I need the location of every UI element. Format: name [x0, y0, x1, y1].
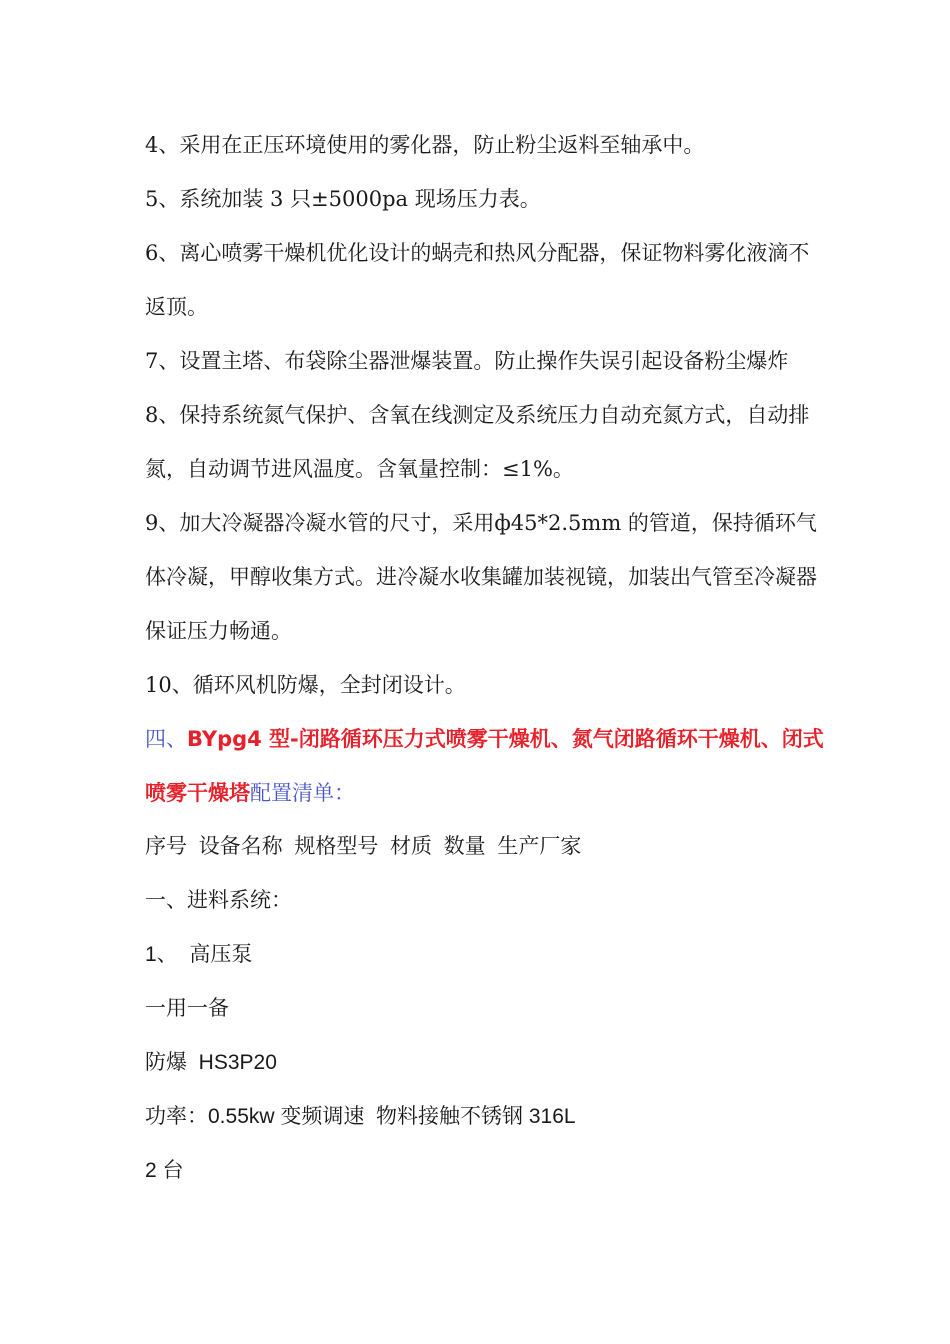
equipment-usage: 一用一备: [145, 997, 229, 1020]
section-title-highlight: BYpg4 型-闭路循环压力式喷雾干燥机、氮气闭路循环干燥机、闭式喷雾干燥塔: [145, 727, 824, 805]
list-item-6: 6、离心喷雾干燥机优化设计的蜗壳和热风分配器，保证物料雾化液滴不返顶。: [145, 241, 810, 319]
subsection-title: 一、进料系统：: [145, 889, 292, 912]
list-item-4: 4、采用在正压环境使用的雾化器，防止粉尘返料至轴承中。: [145, 133, 705, 157]
equipment-quantity: 2 台: [145, 1159, 184, 1182]
list-item-8: 8、保持系统氮气保护、含氧在线测定及系统压力自动充氮方式，自动排氮，自动调节进风温度。含氧量控制：≤1%。: [145, 403, 810, 481]
equipment-model: 防爆 HS3P20: [145, 1051, 277, 1074]
section-heading: [145, 712, 825, 820]
list-item-10: 10、循环风机防爆，全封闭设计。: [145, 673, 466, 697]
section-title-tail: 配置清单：: [250, 781, 355, 805]
list-item-5: 5、系统加装 3 只±5000pa 现场压力表。: [145, 187, 541, 211]
list-item-9: 9、加大冷凝器冷凝水管的尺寸，采用ф45*2.5mm 的管道，保持循环气体冷凝，甲醇收集方式。进冷凝水收集罐加装视镜，加装出气管至冷凝器保证压力畅通。: [145, 511, 817, 643]
document-body: [145, 118, 825, 1198]
list-item-7: 7、设置主塔、布袋除尘器泄爆装置。防止操作失误引起设备粉尘爆炸: [145, 349, 789, 373]
section-number: 四、: [145, 727, 187, 751]
equipment-name: 1、 高压泵: [145, 943, 253, 966]
table-header-line: 序号 设备名称 规格型号 材质 数量 生产厂家: [145, 835, 582, 858]
equipment-spec: 功率：0.55kw 变频调速 物料接触不锈钢 316L: [145, 1105, 576, 1128]
